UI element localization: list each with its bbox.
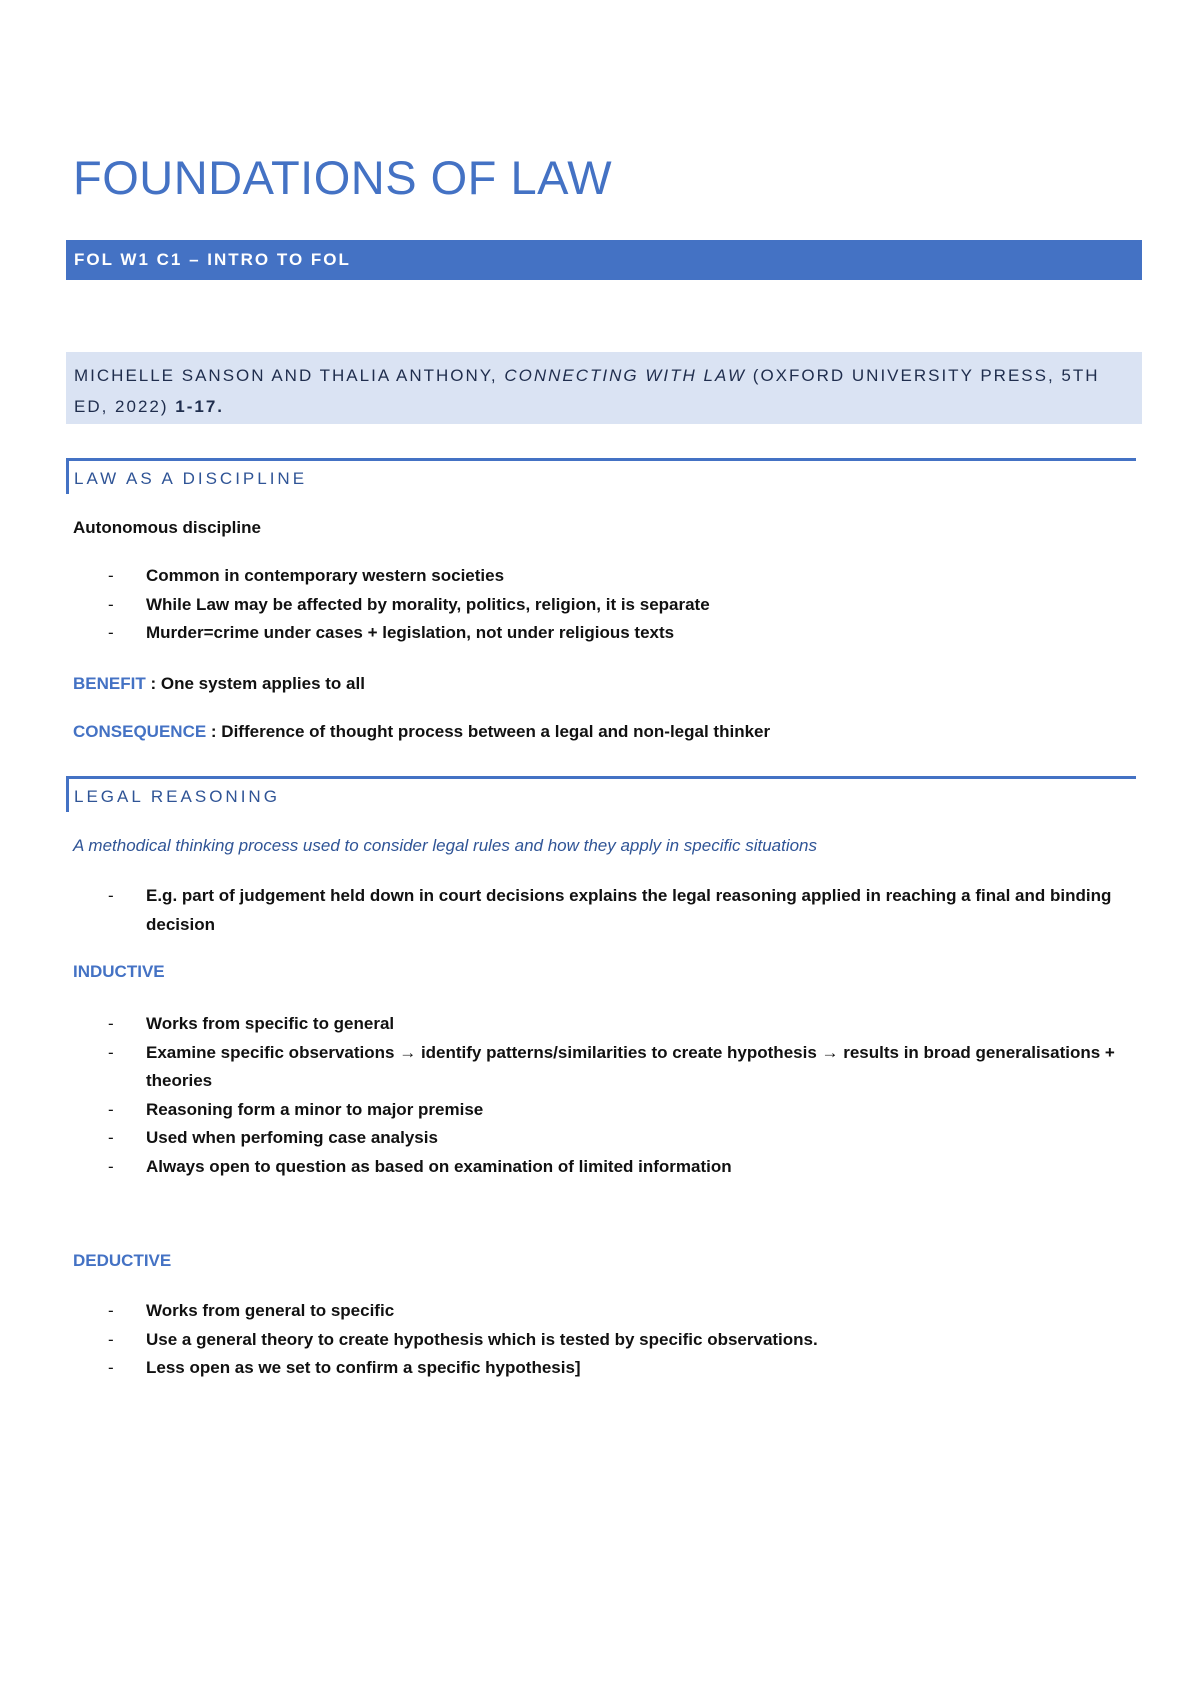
discipline-list: [73, 562, 1133, 648]
deductive-list: [73, 1297, 1133, 1383]
citation-publisher: (OXFORD UNIVERSITY PRESS, 5TH ED, 2022): [74, 366, 1100, 416]
list-item: - Less open as we set to confirm a specific hypothesis]: [108, 1358, 581, 1377]
list-item: - Works from general to specific: [108, 1301, 395, 1320]
deductive-label: DEDUCTIVE: [73, 1251, 172, 1270]
heading-1-bar: FOL W1 C1 – INTRO TO FOL: [66, 240, 1142, 280]
section-heading-discipline: LAW AS A DISCIPLINE: [66, 458, 1136, 494]
inductive-list: [73, 1010, 1133, 1181]
list-item: - Common in contemporary western societies: [108, 566, 505, 585]
consequence-line: [73, 722, 770, 742]
list-item: - Always open to question as based on examination of limited information: [108, 1156, 732, 1176]
list-item: - While Law may be affected by morality, politics, religion, it is separate: [108, 594, 710, 614]
citation-work: CONNECTING WITH LAW: [504, 366, 747, 385]
document-title: FOUNDATIONS OF LAW: [73, 151, 613, 204]
inductive-label: INDUCTIVE: [73, 962, 165, 981]
subheading-autonomous: Autonomous discipline: [73, 518, 261, 537]
benefit-line: [73, 674, 365, 694]
benefit-label: BENEFIT: [73, 674, 146, 693]
list-item: - Examine specific observations → identify patterns/similarities to create hypothesis → results in broad generalisations + theories: [108, 1042, 1115, 1090]
list-item: - Use a general theory to create hypothesis which is tested by specific observations.: [108, 1329, 818, 1349]
benefit-text: : One system applies to all: [145, 674, 365, 693]
citation-box: [66, 352, 1142, 424]
list-item: - E.g. part of judgement held down in court decisions explains the legal reasoning applied in reaching a final and binding decision: [108, 886, 1112, 934]
citation-authors: MICHELLE SANSON AND THALIA ANTHONY,: [74, 366, 505, 385]
reasoning-definition: A methodical thinking process used to consider legal rules and how they apply in specific situations: [73, 836, 818, 855]
list-item: - Used when perfoming case analysis: [108, 1128, 438, 1147]
citation-pages: 1-17.: [175, 397, 225, 416]
consequence-text: : Difference of thought process between a legal and non-legal thinker: [206, 722, 771, 741]
example-list: [73, 882, 1133, 939]
list-item: - Reasoning form a minor to major premise: [108, 1099, 484, 1119]
section-heading-reasoning: LEGAL REASONING: [66, 776, 1136, 812]
list-item: - Murder=crime under cases + legislation, not under religious texts: [108, 623, 675, 642]
list-item: - Works from specific to general: [108, 1014, 395, 1033]
consequence-label: CONSEQUENCE: [73, 722, 207, 741]
